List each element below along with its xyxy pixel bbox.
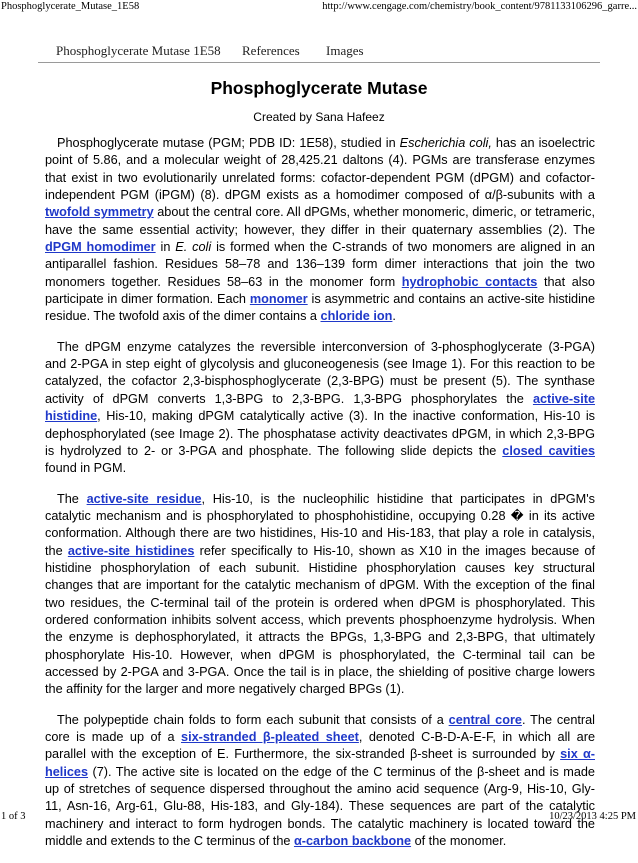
text-run: that also participate in dimer formation. Each (45, 274, 595, 307)
text-run: of the monomer. (411, 834, 507, 849)
text-run: . (392, 309, 396, 324)
species-name: E. coli (175, 240, 212, 255)
link-active-site-histidines[interactable]: active-site histidines (67, 543, 195, 558)
author-byline: Created by Sana Hafeez (253, 110, 385, 124)
text-run: Phosphoglycerate mutase (PGM; PDB ID: 1E58), studied in (57, 136, 400, 150)
text-run: (7). The active site is located on the edge of the C terminus of the β-sheet and is made up of stretches of sequence dispersed throughout the amino acid sequence (Arg-9, His-10, Gly-11, Asn-16, Arg-61, Glu-88, His-183, and Gly-184). These sequences are part of the catalytic machinery and interact to form hydrogen bonds. The catalytic machinery is located toward the middle and extends to the C terminus of the (45, 764, 595, 849)
text-run: The dPGM enzyme catalyzes the reversible interconversion of 3-phosphoglycerate (3-PGA) and 2-PGA in step eight of glycolysis and gluconeogenesis (see Image 1). For this reaction to be catalyzed, the cofactor 2,3-bisphosphoglycerate (2,3-BPG) must be present (5). The synthase activity of dPGM converts 1,3-BPG to 2,3-BPG. 1,3-BPG phosphorylates the (45, 339, 595, 406)
text-run: is asymmetric and contains an active-site histidine residue. The twofold axis of the dimer contains a (45, 292, 596, 324)
link-closed-cavities[interactable]: closed cavities (502, 443, 595, 458)
print-header-url: http://www.cengage.com/chemistry/book_content/9781133106296_garre... (322, 1, 637, 12)
text-run: found in PGM. (45, 461, 127, 476)
text-run: The polypeptide chain folds to form each subunit that consists of a (57, 712, 449, 727)
tab-images[interactable]: Images (326, 43, 364, 58)
link-active-site-histidine[interactable]: active-site histidine (45, 391, 595, 424)
link-active-site-residue[interactable]: active-site residue (86, 491, 202, 506)
paragraph-2 (45, 339, 595, 478)
tab-phosphoglycerate-mutase[interactable]: Phosphoglycerate Mutase 1E58 (56, 43, 221, 58)
text-run: , His-10, is the nucleophilic histidine that participates in dPGM's catalytic mechanism and is phosphorylated to phosphohistidine, occupying 0.28 � in its active conformation. Although there are two histidines, His-10 and His-183, that play a role in catalysis, the (45, 491, 596, 558)
paragraph-1 (45, 135, 595, 326)
text-run: , His-10, making dPGM catalytically active (3). In the inactive conformation, His-10 is dephosphorylated (see Image 2). The phosphatase activity deactivates dPGM, in which 2,3-BPG is hydrolyzed to 2- or 3-PGA and phosphate. The following slide depicts the (45, 409, 595, 458)
text-run: . The central core is made up of a (45, 712, 595, 744)
link-six-alpha-helices[interactable]: six α-helices (45, 747, 595, 779)
link-hydrophobic-contacts[interactable]: hydrophobic contacts (401, 274, 538, 289)
text-run: about the central core. All dPGMs, whether monomeric, dimeric, or tetrameric, have the same essential activity; however, they differ in their quaternary assemblies (2). The (45, 205, 595, 237)
text-run: The (57, 491, 87, 506)
link-alpha-carbon-backbone[interactable]: α-carbon backbone (293, 834, 412, 849)
tab-references[interactable]: References (242, 43, 300, 58)
page-title: Phosphoglycerate Mutase (210, 78, 428, 98)
link-chloride-ion[interactable]: chloride ion (320, 309, 393, 324)
print-datetime: 10/23/2013 4:25 PM (549, 811, 636, 822)
text-run: has an isoelectric point of 5.86, and a molecular weight of 28,425.21 daltons (4). PGMs are transferase enzymes that exist in two evolutionarily unrelated forms: cofactor-dependent PGM (dPGM) and cofactor-independent PGM (iPGM) (8). dPGM exists as a homodimer composed of α/β-subunits with a (45, 136, 595, 203)
link-dpgm-homodimer[interactable]: dPGM homodimer (45, 240, 156, 255)
link-six-stranded-beta-sheet[interactable]: six-stranded β-pleated sheet (181, 730, 359, 744)
species-name: Escherichia coli, (399, 136, 492, 150)
link-monomer[interactable]: monomer (249, 292, 308, 307)
tab-bar (38, 40, 600, 63)
paragraph-3 (45, 491, 595, 699)
text-run: is formed when the C-strands of two monomers are aligned in an antiparallel fashion. Residues 58–78 and 136–139 form dimer interactions that join the two monomers together. Residues 58–63 in the monomer form (45, 240, 595, 289)
page-number: 1 of 3 (1, 811, 26, 822)
link-twofold-symmetry[interactable]: twofold symmetry (45, 205, 154, 220)
paragraph-4 (45, 712, 595, 851)
print-header-title: Phosphoglycerate_Mutase_1E58 (1, 1, 140, 12)
article-body (45, 135, 595, 863)
print-header (0, 0, 638, 14)
link-central-core[interactable]: central core (448, 712, 522, 727)
text-run: , denoted C-B-D-A-E-F, in which all are parallel with the exception of E. Furthermore, the six-stranded β-sheet is surrounded by (45, 730, 596, 762)
print-footer (0, 811, 638, 825)
text-run: refer specifically to His-10, shown as X10 in the images because of histidine phosphorylation of each subunit. Histidine phosphorylation causes key structural changes that are important for the catalytic mechanism of dPGM. With the exception of the final two residues, the C-terminal tail of the protein is ordered when dPGM is phosphorylated. This ordered conformation inhibits solvent access, which prevents phosphoenzyme hydrolysis. When the enzyme is dephosphorylated, it attracts the BPGs, 1,3-BPG and 2,3-BPG, that ultimately phosphorylate His-10. However, when dPGM is phosphorylated, the C-terminal tail can be accessed by 2-PGA and 3-PGA. Once the tail is in place, the shielding of positive charge lowers the affinity for the larger and more negatively charged BPGs (1). (45, 543, 595, 697)
text-run: in (155, 240, 176, 255)
